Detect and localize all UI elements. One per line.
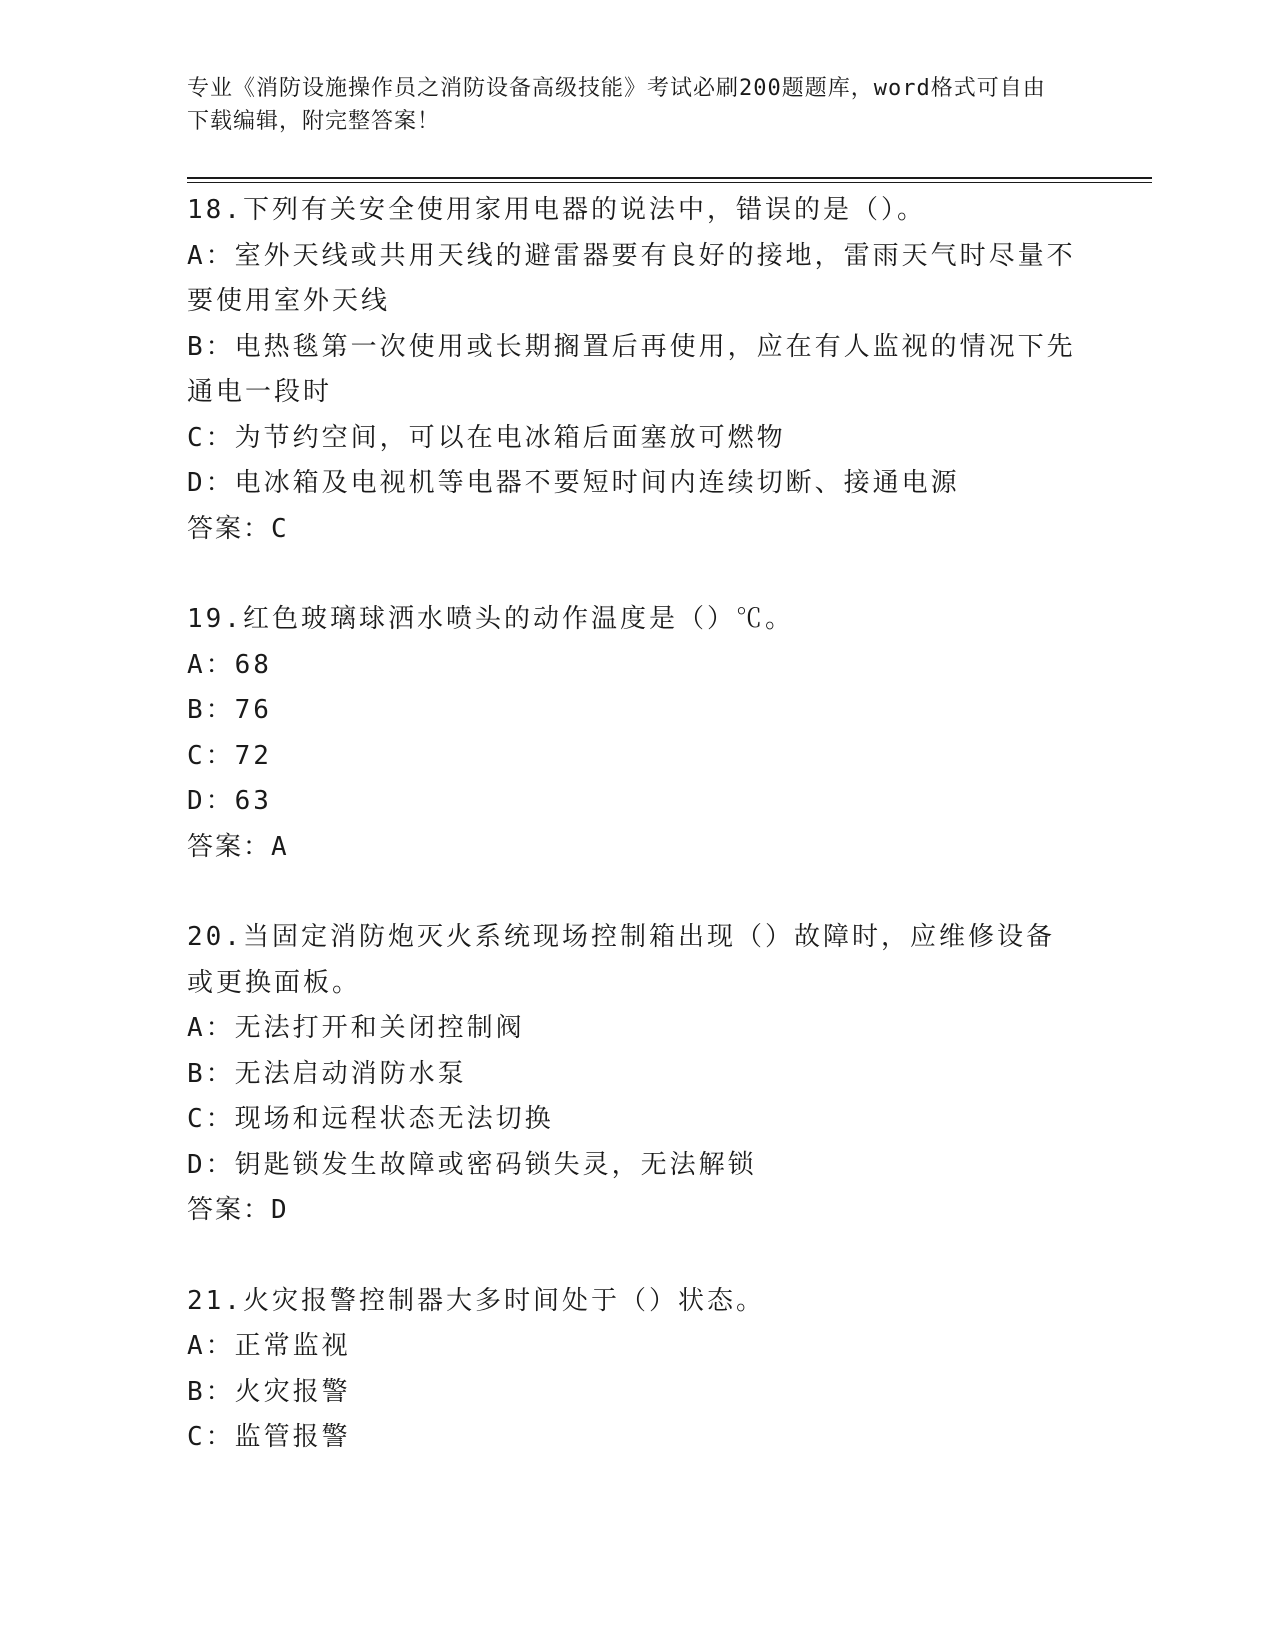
question-20: [187, 915, 1077, 1234]
question-19: [187, 597, 1077, 870]
header-divider-thin: [187, 182, 1152, 183]
question-stem: 19.红色玻璃球洒水喷头的动作温度是（）℃。: [187, 604, 794, 634]
question-stem: 21.火灾报警控制器大多时间处于（）状态。: [187, 1285, 765, 1316]
option-c: C：72: [187, 740, 272, 771]
option-b: B：电热毯第一次使用或长期搁置后再使用，应在有人监视的情况下先通电一段时: [187, 331, 1076, 407]
option-d: D：电冰箱及电视机等电器不要短时间内连续切断、接通电源: [187, 468, 960, 498]
question-list: [187, 188, 1077, 1506]
option-d: D：钥匙锁发生故障或密码锁失灵，无法解锁: [187, 1149, 757, 1180]
option-b: B：无法启动消防水泵: [187, 1058, 467, 1089]
document-header: 专业《消防设施操作员之消防设备高级技能》考试必刷200题题库，word格式可自由下载编辑，附完整答案！: [187, 76, 1046, 134]
answer-key: 答案：D: [187, 1195, 289, 1225]
question-stem: 18.下列有关安全使用家用电器的说法中，错误的是（）。: [187, 195, 926, 225]
option-b: B：76: [187, 695, 272, 725]
option-c: C：监管报警: [187, 1422, 351, 1452]
option-c: C：为节约空间，可以在电冰箱后面塞放可燃物: [187, 422, 786, 453]
option-b: B：火灾报警: [187, 1376, 351, 1407]
answer-key: 答案：C: [187, 513, 289, 544]
option-d: D：63: [187, 786, 272, 816]
answer-key: 答案：A: [187, 831, 289, 862]
question-21: [187, 1279, 1077, 1461]
question-18: [187, 188, 1077, 552]
option-a: A：无法打开和关闭控制阀: [187, 1013, 525, 1043]
header-divider-thick: [187, 177, 1152, 179]
option-a: A：正常监视: [187, 1331, 351, 1361]
option-c: C：现场和远程状态无法切换: [187, 1104, 554, 1134]
option-a: A：室外天线或共用天线的避雷器要有良好的接地，雷雨天气时尽量不要使用室外天线: [187, 240, 1076, 316]
option-a: A：68: [187, 649, 272, 680]
question-stem: 20.当固定消防炮灭火系统现场控制箱出现（）故障时，应维修设备或更换面板。: [187, 922, 1055, 998]
